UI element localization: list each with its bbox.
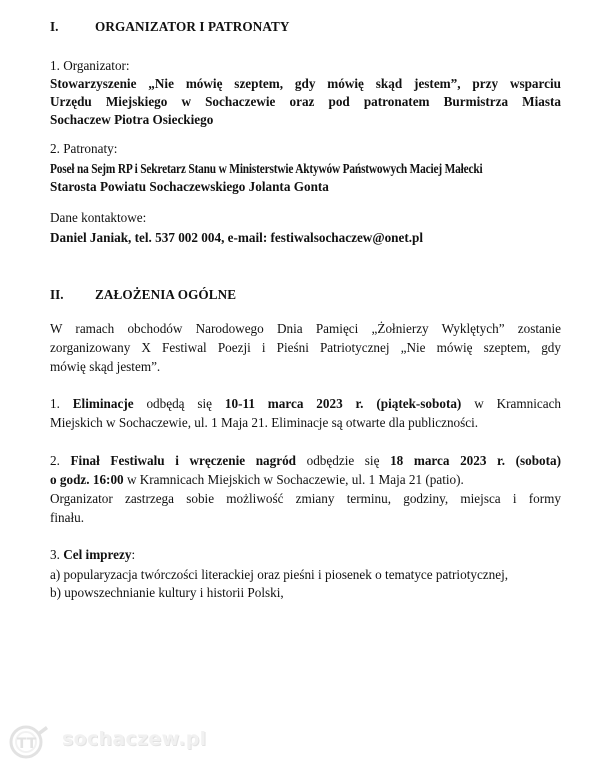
patrons-label: 2. Patronaty: <box>50 141 118 156</box>
section-2-title: ZAŁOŻENIA OGÓLNE <box>95 287 237 302</box>
tt-logo-icon <box>4 722 60 762</box>
contact-line: Daniel Janiak, tel. 537 002 004, e-mail: festiwalsochaczew@onet.pl <box>50 230 424 245</box>
organizer-line-1: Stowarzyszenie „Nie mówię szeptem, gdy mówię skąd jestem”, przy wsparciu <box>50 76 561 91</box>
organizer-line-2: Urzędu Miejskiego w Sochaczewie oraz pod patronatem Burmistrza Miasta <box>50 94 561 109</box>
contact-label: Dane kontaktowe: <box>50 210 147 225</box>
item-3-heading: 3. Cel imprezy: <box>50 547 136 562</box>
item-2-line-4: finału. <box>50 510 85 525</box>
intro-line-3: mówię skąd jestem”. <box>50 359 161 374</box>
item-1-line-1: 1. Eliminacje odbędą się 10-11 marca 2023 r. (piątek-sobota) w Kramnicach <box>50 396 562 411</box>
watermark <box>4 722 224 762</box>
item-3-point-b: b) upowszechnianie kultury i historii Polski, <box>50 585 284 600</box>
organizer-label: 1. Organizator: <box>50 58 130 73</box>
watermark-text: sochaczew.pl <box>62 728 207 750</box>
patrons-line-1: Poseł na Sejm RP i Sekretarz Stanu w Ministerstwie Aktywów Państwowych Maciej Małecki <box>50 161 483 176</box>
section-1-number: I. <box>50 19 59 34</box>
section-1-title: ORGANIZATOR I PATRONATY <box>95 19 290 34</box>
section-2-number: II. <box>50 287 64 302</box>
organizer-line-3: Sochaczew Piotra Osieckiego <box>50 112 214 127</box>
svg-text:TT: TT <box>17 736 37 752</box>
intro-line-2: zorganizowany X Festiwal Poezji i Pieśni Patriotycznej „Nie mówię szeptem, gdy <box>50 340 561 355</box>
patrons-line-2: Starosta Powiatu Sochaczewskiego Jolanta Gonta <box>50 179 329 194</box>
item-1-line-2: Miejskich w Sochaczewie, ul. 1 Maja 21. Eliminacje są otwarte dla publiczności. <box>50 415 479 430</box>
item-2-line-3: Organizator zastrzega sobie możliwość zmiany terminu, godziny, miejsca i formy <box>50 491 561 506</box>
item-3-point-a: a) popularyzacja twórczości literackiej oraz pieśni i piosenek o tematyce patriotycznej, <box>50 567 509 582</box>
item-2-line-1: 2. Finał Festiwalu i wręczenie nagród odbędzie się 18 marca 2023 r. (sobota) <box>50 453 562 468</box>
intro-line-1: W ramach obchodów Narodowego Dnia Pamięci „Żołnierzy Wyklętych” zostanie <box>50 321 561 336</box>
item-2-line-2: o godz. 16:00 w Kramnicach Miejskich w Sochaczewie, ul. 1 Maja 21 (patio). <box>50 472 464 487</box>
